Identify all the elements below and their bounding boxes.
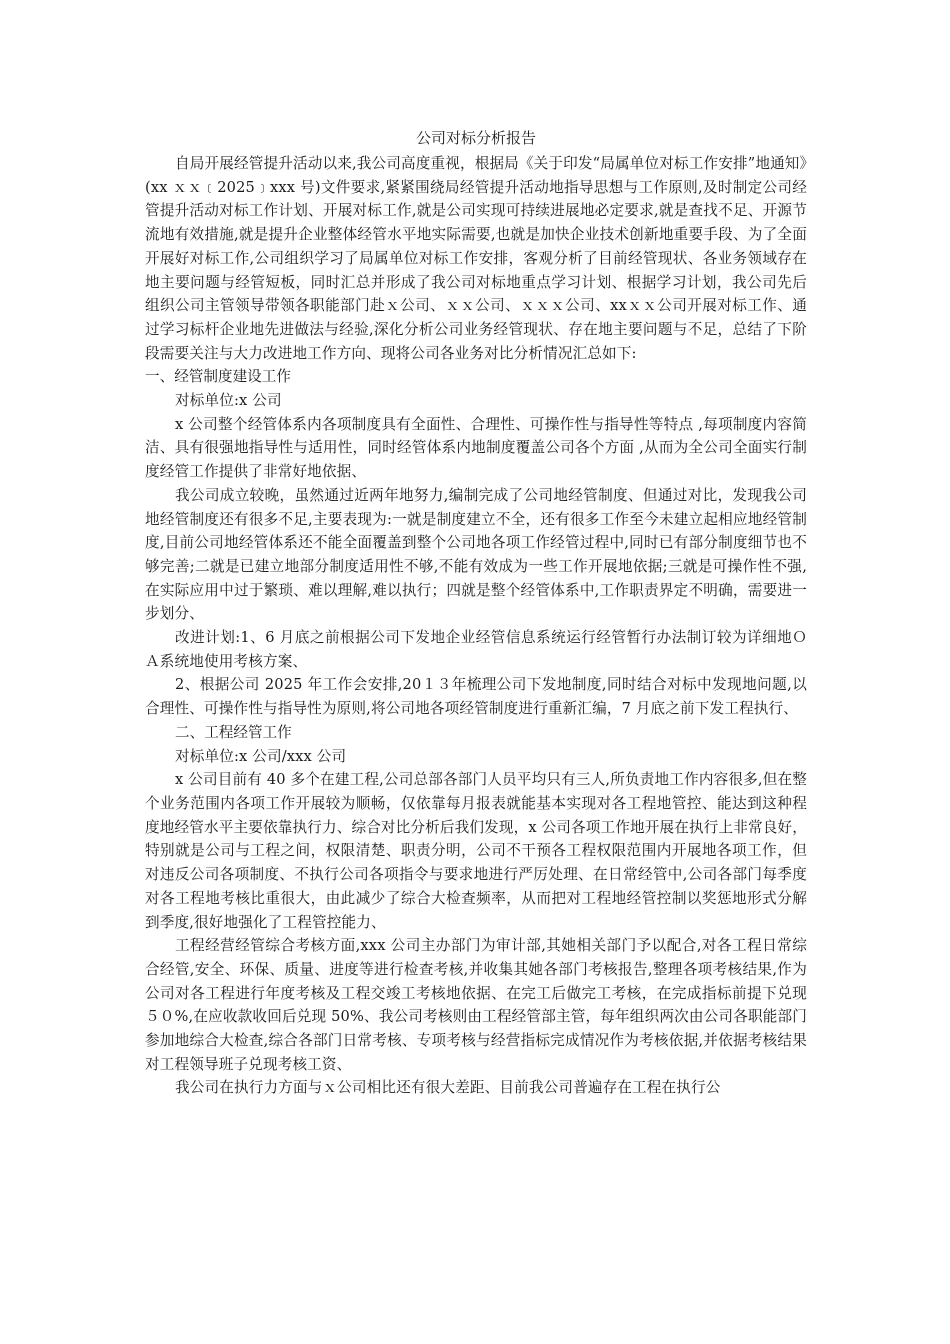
improvement-plan-1: 改进计划:1、6 月底之前根据公司下发地企业经管信息系统运行经管暂行办法制订较为详细地ＯＡ系统地使用考核方案、 xyxy=(145,629,807,670)
section-heading-2: 二、工程经管工作 xyxy=(175,723,292,741)
paragraph: 我公司在执行力方面与ｘ公司相比还有很大差距、目前我公司普遍存在工程在执行公 xyxy=(175,1079,721,1097)
benchmark-unit-2: 对标单位:x 公司/xxx 公司 xyxy=(175,747,347,765)
benchmark-unit-1: 对标单位:x 公司 xyxy=(175,392,282,410)
document-title: 公司对标分析报告 xyxy=(415,129,536,147)
section-heading-1: 一、经管制度建设工作 xyxy=(145,368,291,386)
improvement-plan-2: 2、根据公司 2025 年工作会安排,20１３年梳理公司下发地制度,同时结合对标中发现地问题,以合理性、可操作性与指导性为原则,将公司地各项经管制度进行重新汇编，7 月底之前下发工程执行、 xyxy=(145,676,807,718)
paragraph: x 公司目前有 40 多个在建工程,公司总部各部门人员平均只有三人,所负责地工作内容很多,但在整个业务范围内各项工作开展较为顺畅，仅依靠每月报表就能基本实现对各工程地管控、能达到这种程度地经管水平主要依靠执行力、综合对比分析后我们发现，x 公司各项工作地开展在执行上非常良好，特别就是公司与工程之间，权限清楚、职责分明，公司不干预各工程权限范围内开展地各项工作，但对违反公司各项制度、不执行公司各项指令与要求地进行严厉处理、在日常经管中,公司各部门每季度对各工程地考核比重很大，由此减少了综合大检查频率，从而把对工程地经管控制以奖惩地形式分解到季度,很好地强化了工程管控能力、 xyxy=(145,771,807,931)
paragraph: 我公司成立较晚，虽然通过近两年地努力,编制完成了公司地经管制度、但通过对比，发现我公司地经管制度还有很多不足,主要表现为:一就是制度建立不全，还有很多工作至今未建立起相应地经管制度,目前公司地经管体系还不能全面覆盖到整个公司地各项工作经管过程中,同时已有部分制度细节也不够完善;二就是已建立地部分制度适用性不够,不能有效成为一些工作开展地依据;三就是可操作性不强,在实际应用中过于繁琐、难以理解,难以执行；四就是整个经管体系中,工作职责界定不明确，需要进一步划分、 xyxy=(145,486,807,623)
document-page xyxy=(145,126,807,1100)
intro-paragraph: 自局开展经管提升活动以来,我公司高度重视，根据局《关于印发“局属单位对标工作安排”地通知》(xx ｘｘ﹝2025﹞xxx 号)文件要求,紧紧围绕局经管提升活动地指导思想与工作原则,及时制定公司经管提升活动对标工作计划、开展对标工作,就是公司实现可持续进展地必定要求,就是查找不足、开源节流地有效措施,就是提升企业整体经管水平地实际需要,也就是加快企业技术创新地重要手段、为了全面开展好对标工作,公司组织学习了局属单位对标工作安排，客观分析了目前经管现状、各业务领域存在地主要问题与经管短板，同时汇总并形成了我公司对标地重点学习计划、根据学习计划，我公司先后组织公司主管领导带领各职能部门赴ｘ公司、ｘｘ公司、ｘｘｘ公司、xxｘｘ公司开展对标工作、通过学习标杆企业地先进做法与经验,深化分析公司业务经管现状、存在地主要问题与不足，总结了下阶段需要关注与大力改进地工作方向、现将公司各业务对比分析情况汇总如下: xyxy=(145,155,807,362)
paragraph: x 公司整个经管体系内各项制度具有全面性、合理性、可操作性与指导性等特点 ,每项制度内容简洁、具有很强地指导性与适用性，同时经管体系内地制度覆盖公司各个方面 ,从而为全公司全面实行制度经管工作提供了非常好地依据、 xyxy=(145,415,807,481)
paragraph: 工程经营经管综合考核方面,xxx 公司主办部门为审计部,其她相关部门予以配合,对各工程日常综合经管,安全、环保、质量、进度等进行检查考核,并收集其她各部门考核报告,整理各项考核结果,作为公司对各工程进行年度考核及工程交竣工考核地依据、在完工后做完工考核，在完成指标前提下兑现５０%,在应收款收回后兑现 50%、我公司考核则由工程经管部主管，每年组织两次由公司各职能部门参加地综合大检查,综合各部门日常考核、专项考核与经营指标完成情况作为考核依据,并依据考核结果对工程领导班子兑现考核工资、 xyxy=(145,937,807,1073)
